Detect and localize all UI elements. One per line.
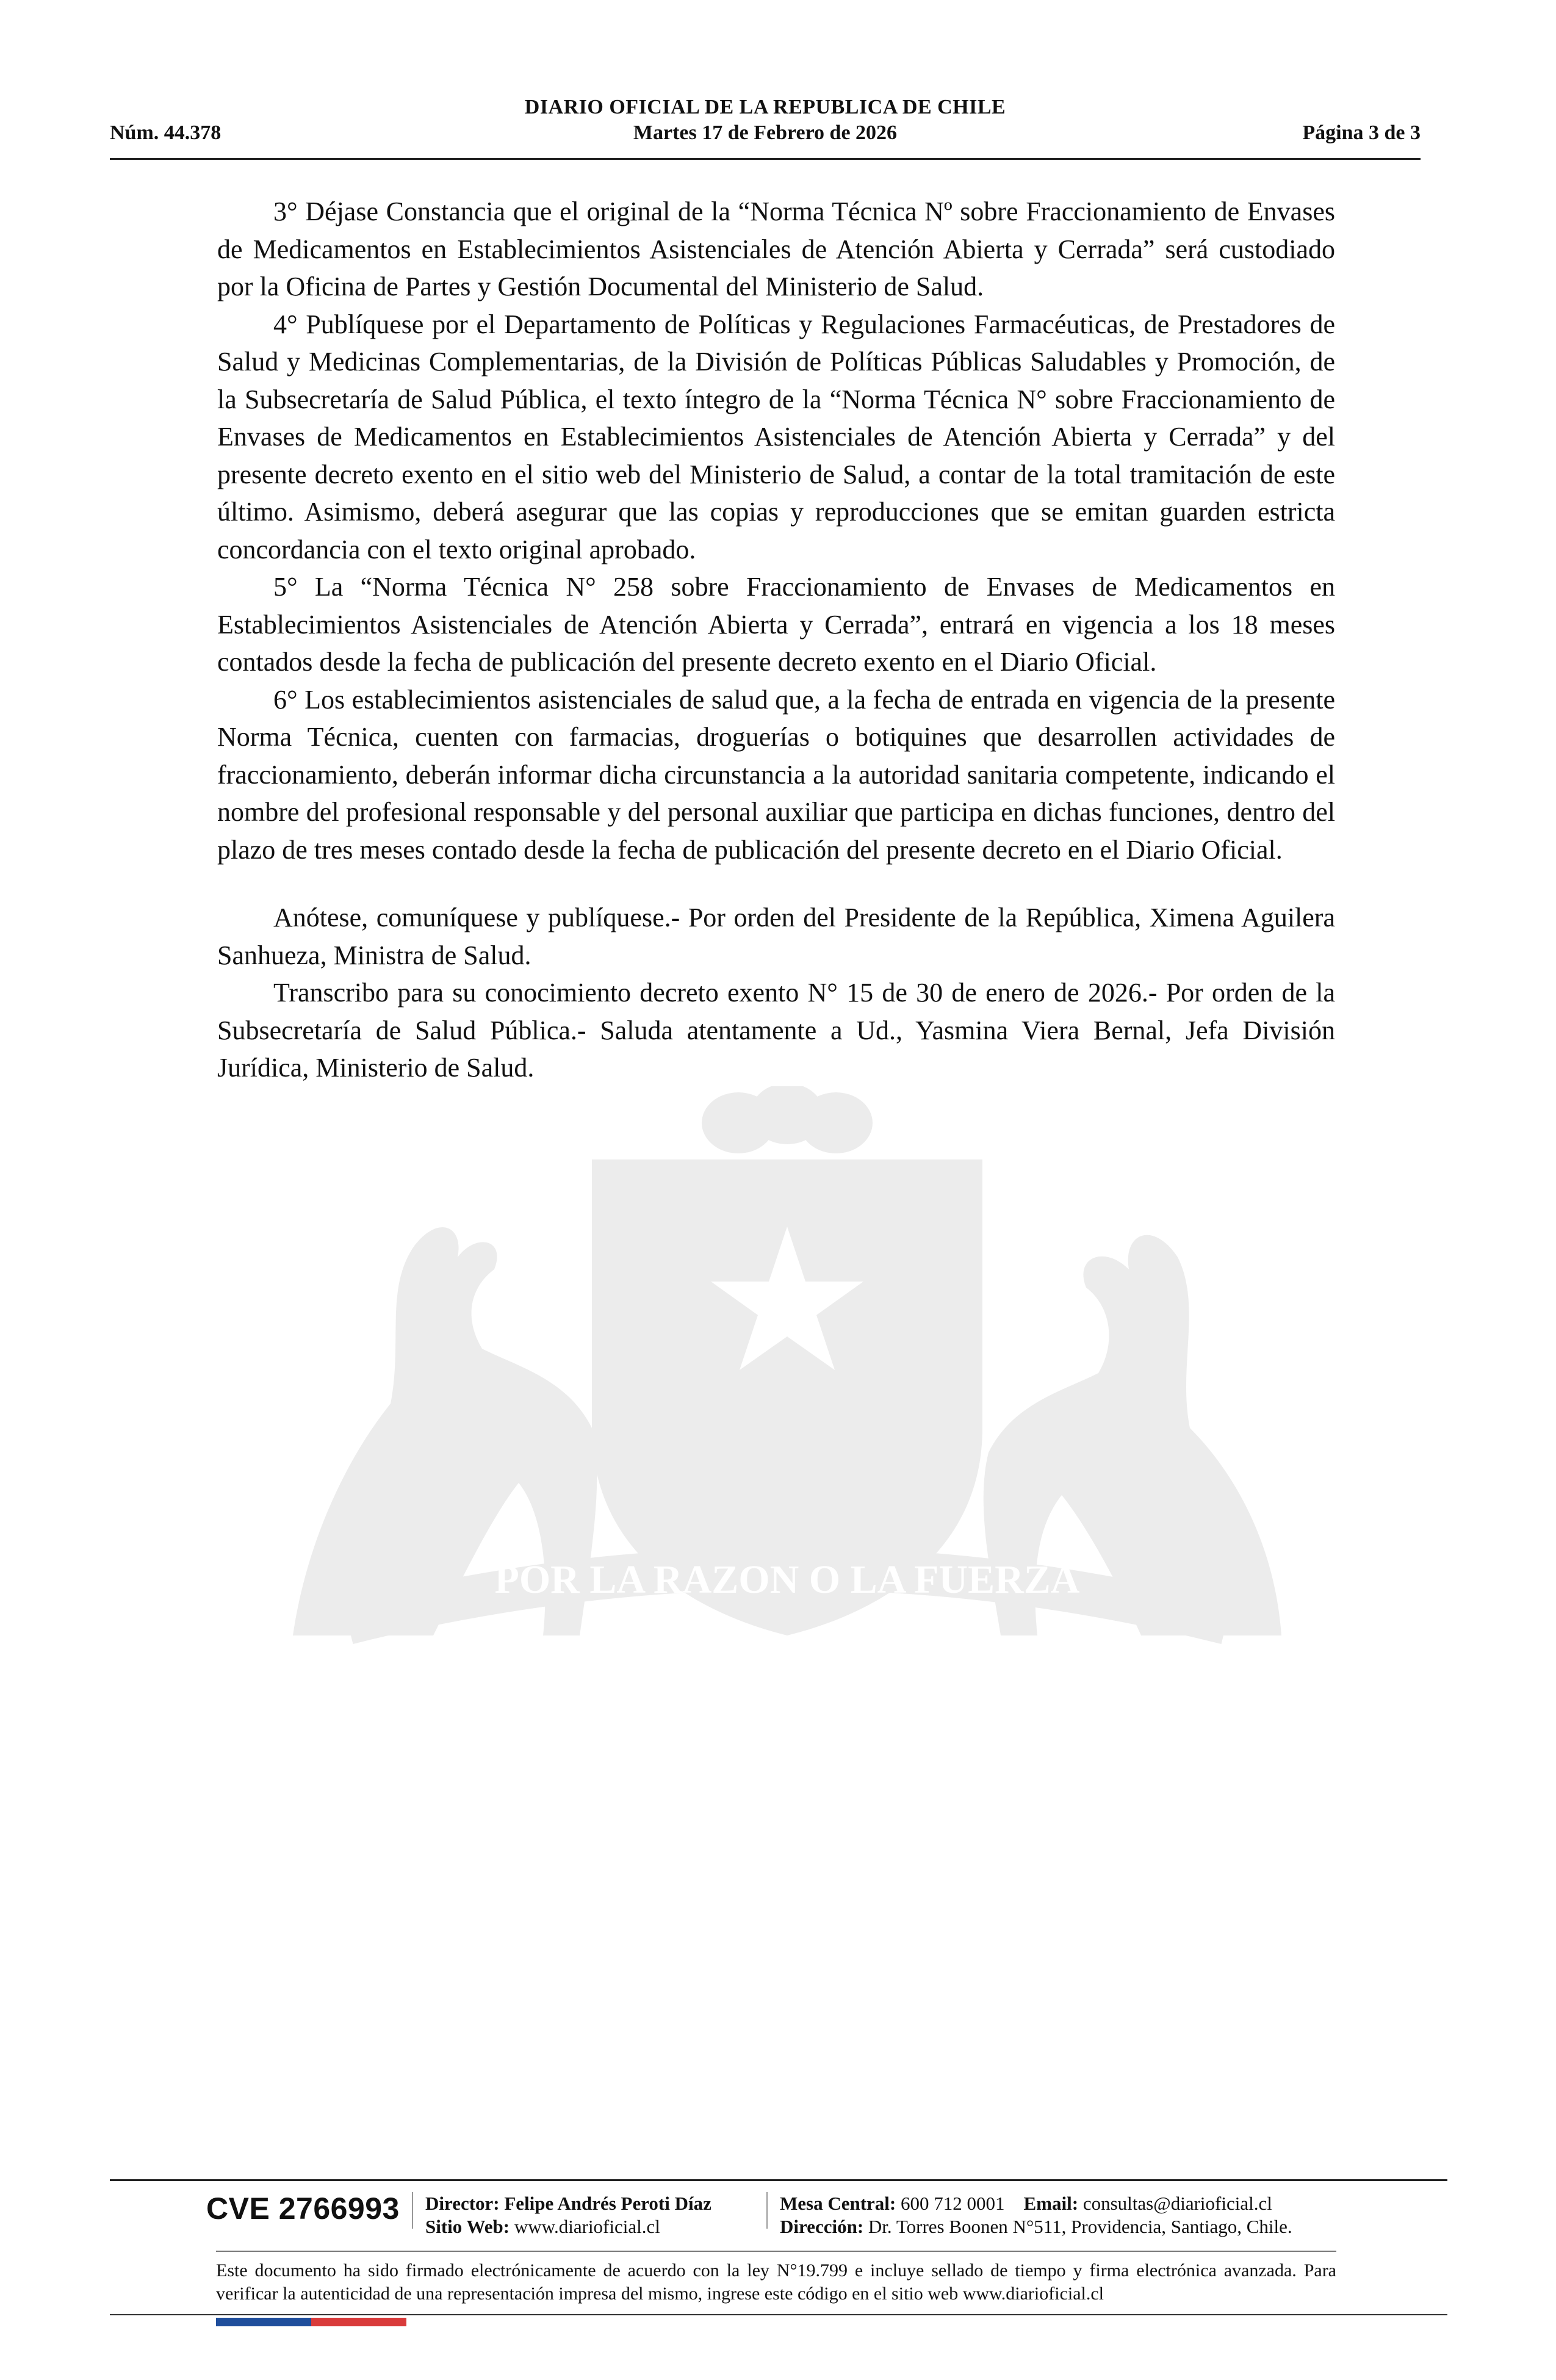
footer-bottom-divider	[110, 2314, 1447, 2315]
watermark-motto: POR LA RAZON O LA FUERZA	[494, 1557, 1080, 1602]
footer-separator	[766, 2192, 768, 2229]
footer-director-block	[425, 2192, 711, 2238]
paragraph-3: 3° Déjase Constancia que el original de la “Norma Técnica Nº sobre Fraccionamiento de Envases de Medicamentos en Establecimientos Asistenciales de Atención Abierta y Cerrada” será custodiado por la Oficina de Partes y Gestión Documental del Ministerio de Salud.	[217, 197, 1335, 301]
paragraph-6: 6° Los establecimientos asistenciales de salud que, a la fecha de entrada en vigencia de la presente Norma Técnica, cuenten con farmacias, droguerías o botiquines que desarrollen actividades de fraccionamiento, deberán informar dicha circunstancia a la autoridad sanitaria competente, indicando el nombre del profesional responsable y del personal auxiliar que participa en dichas funciones, dentro del plazo de tres meses contado desde la fecha de publicación del presente decreto en el Diario Oficial.	[217, 684, 1335, 865]
legal-notice: Este documento ha sido firmado electrónicamente de acuerdo con la ley N°19.799 e incluye sellado de tiempo y firma electrónica avanzada. Para verificar la autenticidad de una representación impresa del mismo, ingrese este código en el sitio web www.diarioficial.cl	[216, 2260, 1336, 2304]
address-value: Dr. Torres Boonen N°511, Providencia, Santiago, Chile.	[868, 2216, 1292, 2237]
footer-separator	[412, 2192, 413, 2229]
director-name: Felipe Andrés Peroti Díaz	[504, 2193, 711, 2214]
closing-paragraph: Anótese, comuníquese y publíquese.- Por orden del Presidente de la República, Ximena Aguilera Sanhueza, Ministra de Salud.	[217, 903, 1335, 970]
page-header	[110, 95, 1421, 160]
director-label: Director:	[425, 2193, 500, 2214]
address-label: Dirección:	[780, 2216, 864, 2237]
website-label: Sitio Web:	[425, 2216, 510, 2237]
issue-date: Martes 17 de Febrero de 2026	[633, 121, 898, 144]
website-link[interactable]: www.diarioficial.cl	[514, 2216, 660, 2237]
footer-divider	[110, 2179, 1447, 2181]
flag-stripe-red	[311, 2318, 406, 2326]
email-label: Email:	[1023, 2193, 1079, 2214]
paragraph-4: 4° Publíquese por el Departamento de Políticas y Regulaciones Farmacéuticas, de Prestadores de Salud y Medicinas Complementarias, de la División de Políticas Públicas Saludables y Promoción, de la Subsecretaría de Salud Pública, el texto íntegro de la “Norma Técnica N° sobre Fraccionamiento de Envases de Medicamentos en Establecimientos Asistenciales de Atención Abierta y Cerrada” y del presente decreto exento en el sitio web del Ministerio de Salud, a contar de la total tramitación de este último. Asimismo, deberá asegurar que las copias y reproducciones que se emitan guarden estricta concordancia con el texto original aprobado.	[217, 309, 1335, 564]
flag-stripe-blue	[216, 2318, 311, 2326]
phone-label: Mesa Central:	[780, 2193, 896, 2214]
cve-code: CVE 2766993	[206, 2191, 400, 2226]
page-number: Página 3 de 3	[1302, 121, 1421, 144]
transcription-paragraph: Transcribo para su conocimiento decreto exento N° 15 de 30 de enero de 2026.- Por orden de la Subsecretaría de Salud Pública.- Saluda atentamente a Ud., Yasmina Viera Bernal, Jefa División Jurídica, Ministerio de Salud.	[217, 978, 1335, 1083]
issue-number: Núm. 44.378	[110, 121, 222, 144]
decree-body	[217, 193, 1335, 1087]
footer-inner-divider	[216, 2251, 1336, 2252]
paragraph-5: 5° La “Norma Técnica N° 258 sobre Fraccionamiento de Envases de Medicamentos en Establecimientos Asistenciales de Atención Abierta y Cerrada”, entrará en vigencia a los 18 meses contados desde la fecha de publicación del presente decreto exento en el Diario Oficial.	[217, 572, 1335, 677]
coat-of-arms-icon	[201, 1086, 1373, 1672]
newspaper-title: DIARIO OFICIAL DE LA REPUBLICA DE CHILE	[524, 96, 1006, 118]
email-link[interactable]: consultas@diarioficial.cl	[1082, 2193, 1272, 2214]
footer-contact-block	[780, 2192, 1292, 2238]
phone-value: 600 712 0001	[901, 2193, 1005, 2214]
